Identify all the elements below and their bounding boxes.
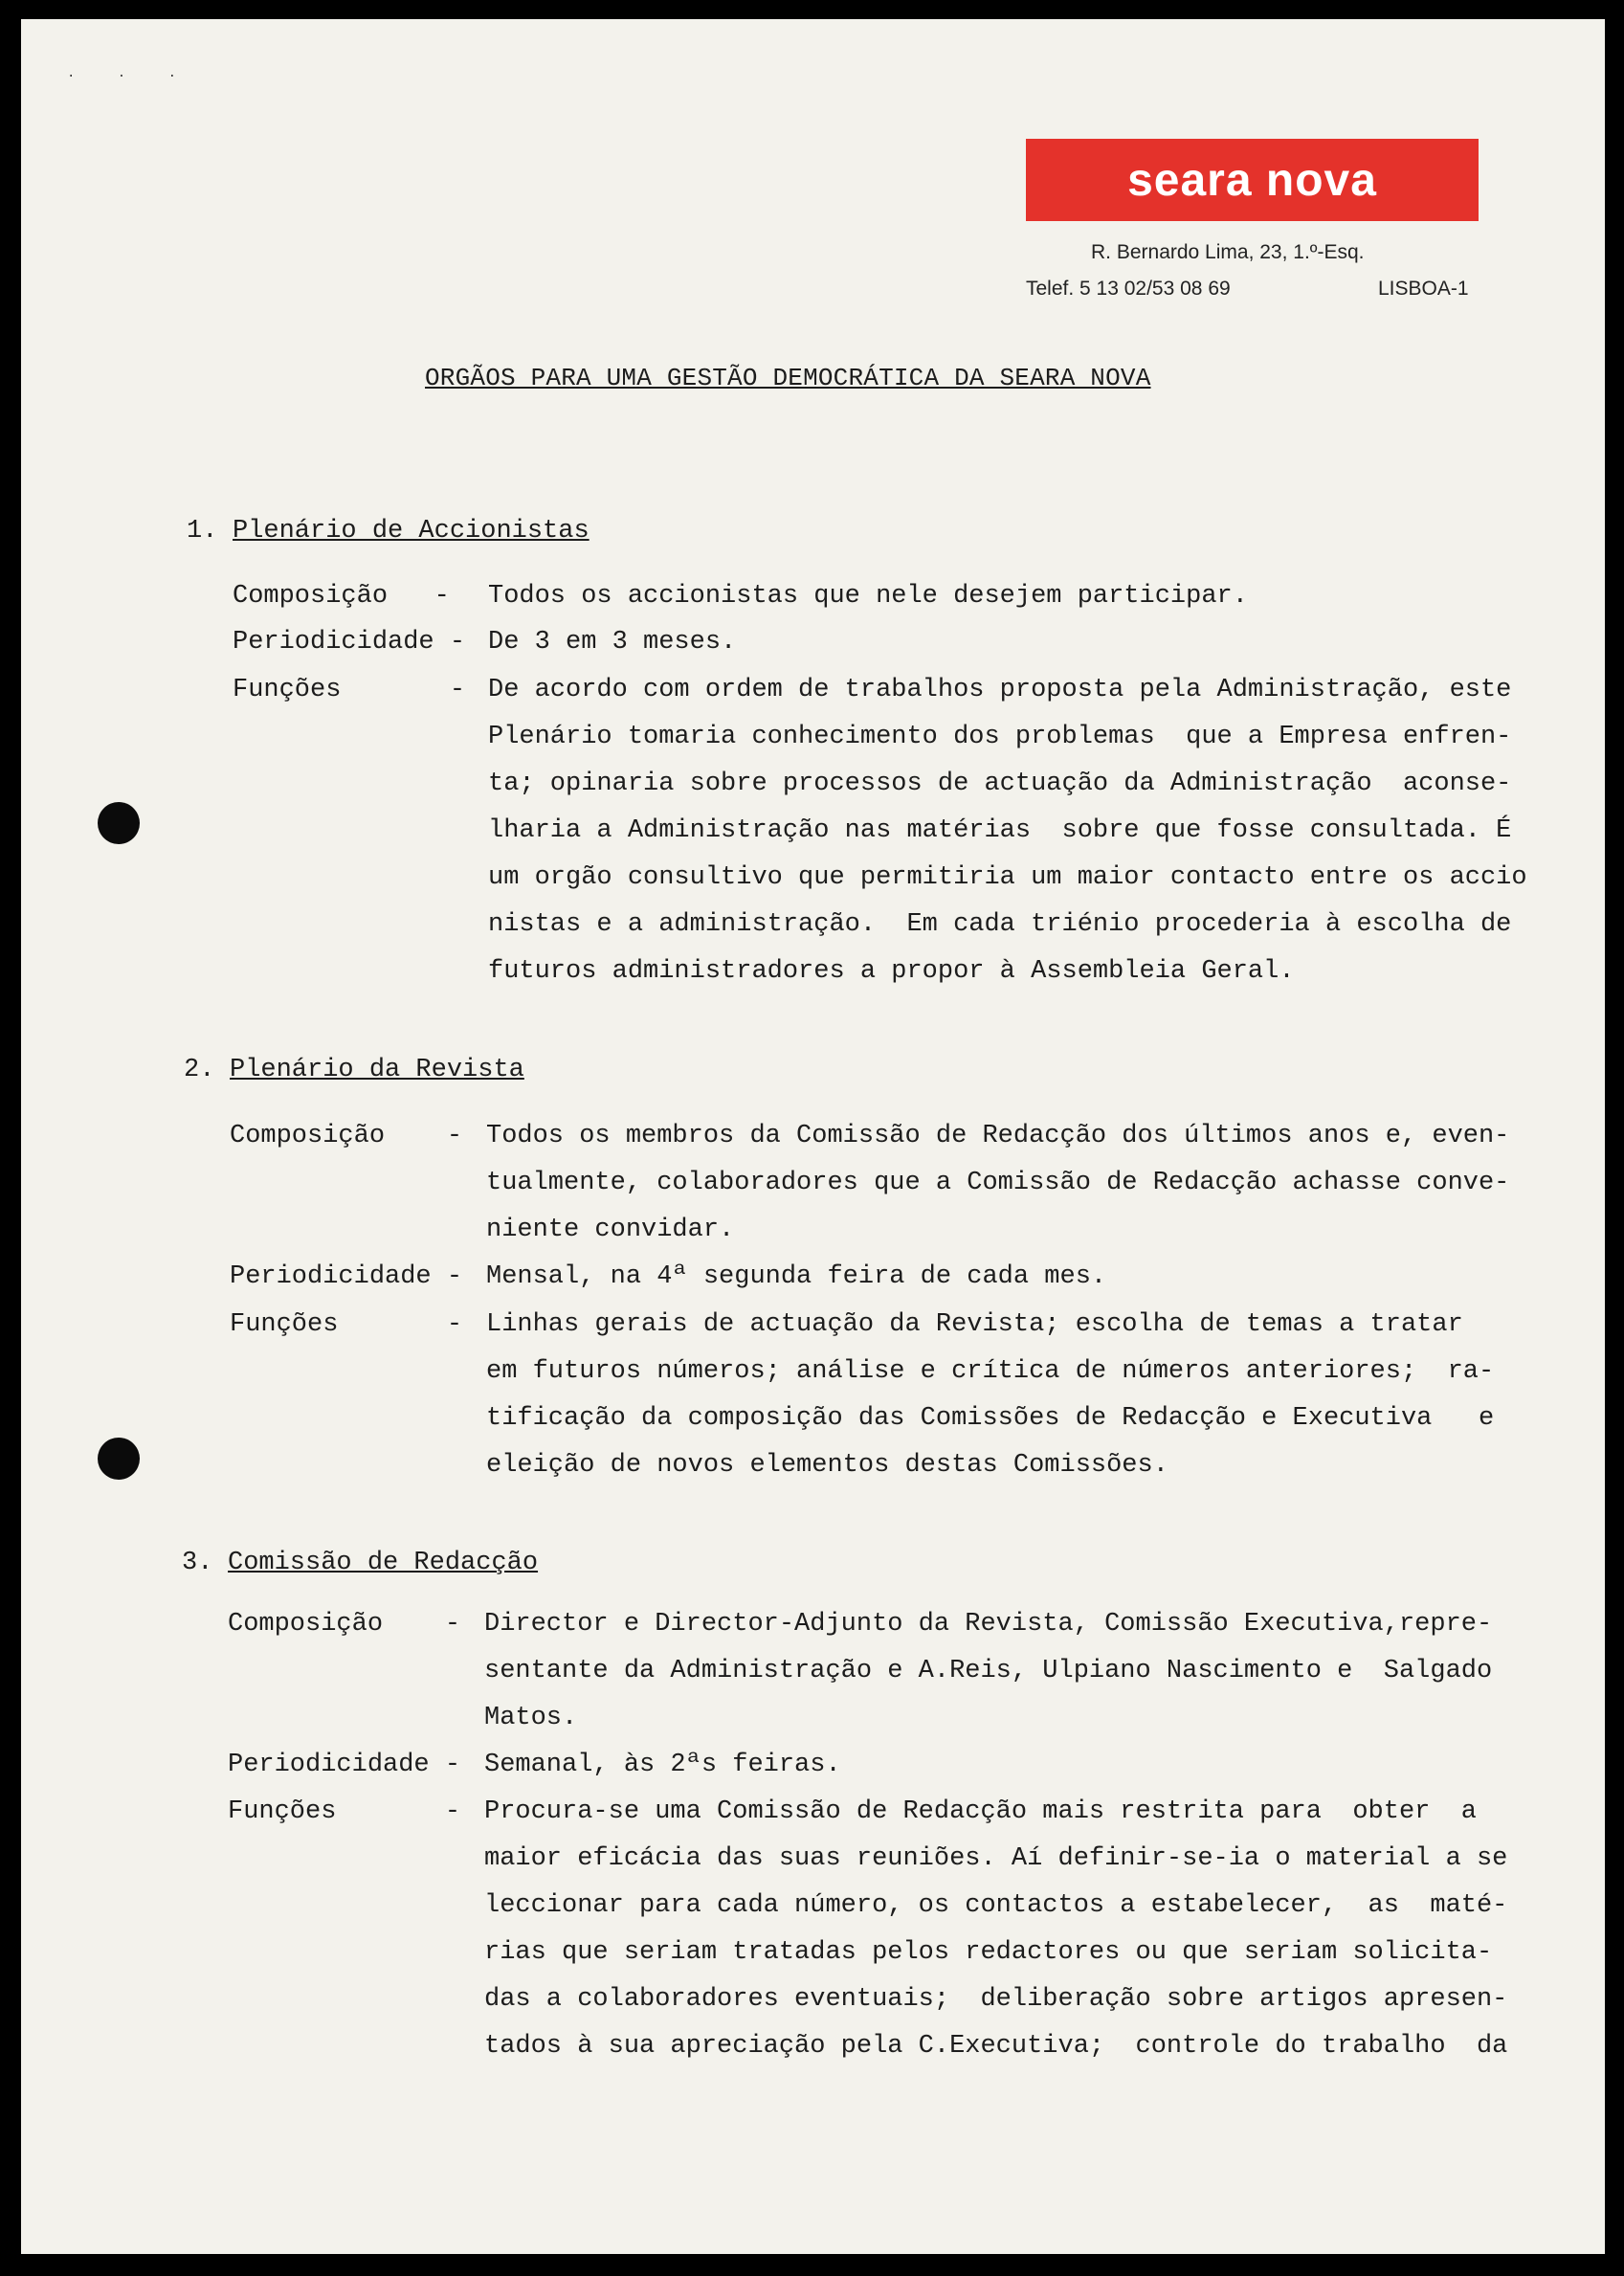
- section-1-funcoes-line: um orgão consultivo que permitiria um maior contacto entre os accio: [488, 863, 1527, 892]
- section-2-periodicidade-label: Periodicidade -: [230, 1262, 463, 1291]
- section-1-composicao-line: Todos os accionistas que nele desejem participar.: [488, 582, 1248, 611]
- section-3-funcoes-line: rias que seriam tratadas pelos redactores ou que seriam solicita-: [484, 1938, 1493, 1967]
- seara-nova-logo: seara nova: [1026, 139, 1479, 221]
- section-2-funcoes-label: Funções -: [230, 1310, 463, 1339]
- section-3-periodicidade-label: Periodicidade -: [228, 1751, 461, 1779]
- section-3-periodicidade-line: Semanal, às 2ªs feiras.: [484, 1751, 841, 1779]
- section-3-composicao-line: Matos.: [484, 1704, 578, 1732]
- section-2-heading: Plenário da Revista: [230, 1056, 524, 1084]
- section-3-heading: Comissão de Redacção: [228, 1549, 539, 1577]
- section-3-composicao-label: Composição -: [228, 1610, 461, 1639]
- paper-specks: · · ·: [67, 69, 194, 84]
- section-1-composicao-label: Composição -: [233, 582, 450, 611]
- section-2-composicao-label: Composição -: [230, 1122, 463, 1150]
- section-1-periodicidade-label: Periodicidade -: [233, 628, 466, 657]
- section-1-funcoes-line: Plenário tomaria conhecimento dos problemas que a Empresa enfren-: [488, 723, 1512, 751]
- section-2-composicao-line: Todos os membros da Comissão de Redacção dos últimos anos e, even-: [486, 1122, 1510, 1150]
- punch-hole-bottom: [98, 1438, 140, 1480]
- section-1-funcoes-line: nistas e a administração. Em cada triénio procederia à escolha de: [488, 910, 1512, 939]
- section-3-funcoes-line: maior eficácia das suas reuniões. Aí definir-se-ia o material a se: [484, 1844, 1508, 1873]
- section-1-periodicidade-line: De 3 em 3 meses.: [488, 628, 737, 657]
- section-2-composicao-line: niente convidar.: [486, 1216, 735, 1244]
- section-3-number: 3.: [182, 1549, 213, 1577]
- section-3-funcoes-line: leccionar para cada número, os contactos a estabelecer, as maté-: [484, 1891, 1508, 1920]
- letterhead-address: R. Bernardo Lima, 23, 1.º-Esq.: [1091, 241, 1365, 263]
- punch-hole-top: [98, 802, 140, 844]
- section-1-funcoes-line: ta; opinaria sobre processos de actuação da Administração aconse-: [488, 770, 1512, 798]
- section-2-funcoes-line: tificação da composição das Comissões de Redacção e Executiva e: [486, 1404, 1495, 1433]
- section-2-funcoes-line: Linhas gerais de actuação da Revista; escolha de temas a tratar: [486, 1310, 1463, 1339]
- section-2-funcoes-line: eleição de novos elementos destas Comissões.: [486, 1451, 1168, 1480]
- section-1-funcoes-line: futuros administradores a propor à Assembleia Geral.: [488, 957, 1295, 986]
- section-3-funcoes-label: Funções -: [228, 1797, 461, 1826]
- section-1-heading: Plenário de Accionistas: [233, 517, 590, 546]
- section-2-funcoes-line: em futuros números; análise e crítica de números anteriores; ra-: [486, 1357, 1495, 1386]
- section-1-funcoes-label: Funções -: [233, 676, 466, 704]
- section-3-funcoes-line: tados à sua apreciação pela C.Executiva; controle do trabalho da: [484, 2032, 1508, 2061]
- document-title: ORGÃOS PARA UMA GESTÃO DEMOCRÁTICA DA SEARA NOVA: [425, 364, 1151, 392]
- section-1-funcoes-line: lharia a Administração nas matérias sobre que fosse consultada. É: [488, 816, 1512, 845]
- letterhead-phone: Telef. 5 13 02/53 08 69: [1026, 278, 1231, 300]
- document-page: [21, 19, 1605, 2254]
- section-3-funcoes-line: Procura-se uma Comissão de Redacção mais restrita para obter a: [484, 1797, 1477, 1826]
- section-3-composicao-line: Director e Director-Adjunto da Revista, Comissão Executiva,repre-: [484, 1610, 1493, 1639]
- letterhead-city: LISBOA-1: [1378, 278, 1469, 300]
- section-1-number: 1.: [187, 517, 218, 546]
- section-1-funcoes-line: De acordo com ordem de trabalhos proposta pela Administração, este: [488, 676, 1512, 704]
- section-3-composicao-line: sentante da Administração e A.Reis, Ulpiano Nascimento e Salgado: [484, 1657, 1493, 1685]
- section-3-funcoes-line: das a colaboradores eventuais; deliberação sobre artigos apresen-: [484, 1985, 1508, 2014]
- section-2-periodicidade-line: Mensal, na 4ª segunda feira de cada mes.: [486, 1262, 1107, 1291]
- section-2-number: 2.: [184, 1056, 215, 1084]
- section-2-composicao-line: tualmente, colaboradores que a Comissão de Redacção achasse conve-: [486, 1169, 1510, 1197]
